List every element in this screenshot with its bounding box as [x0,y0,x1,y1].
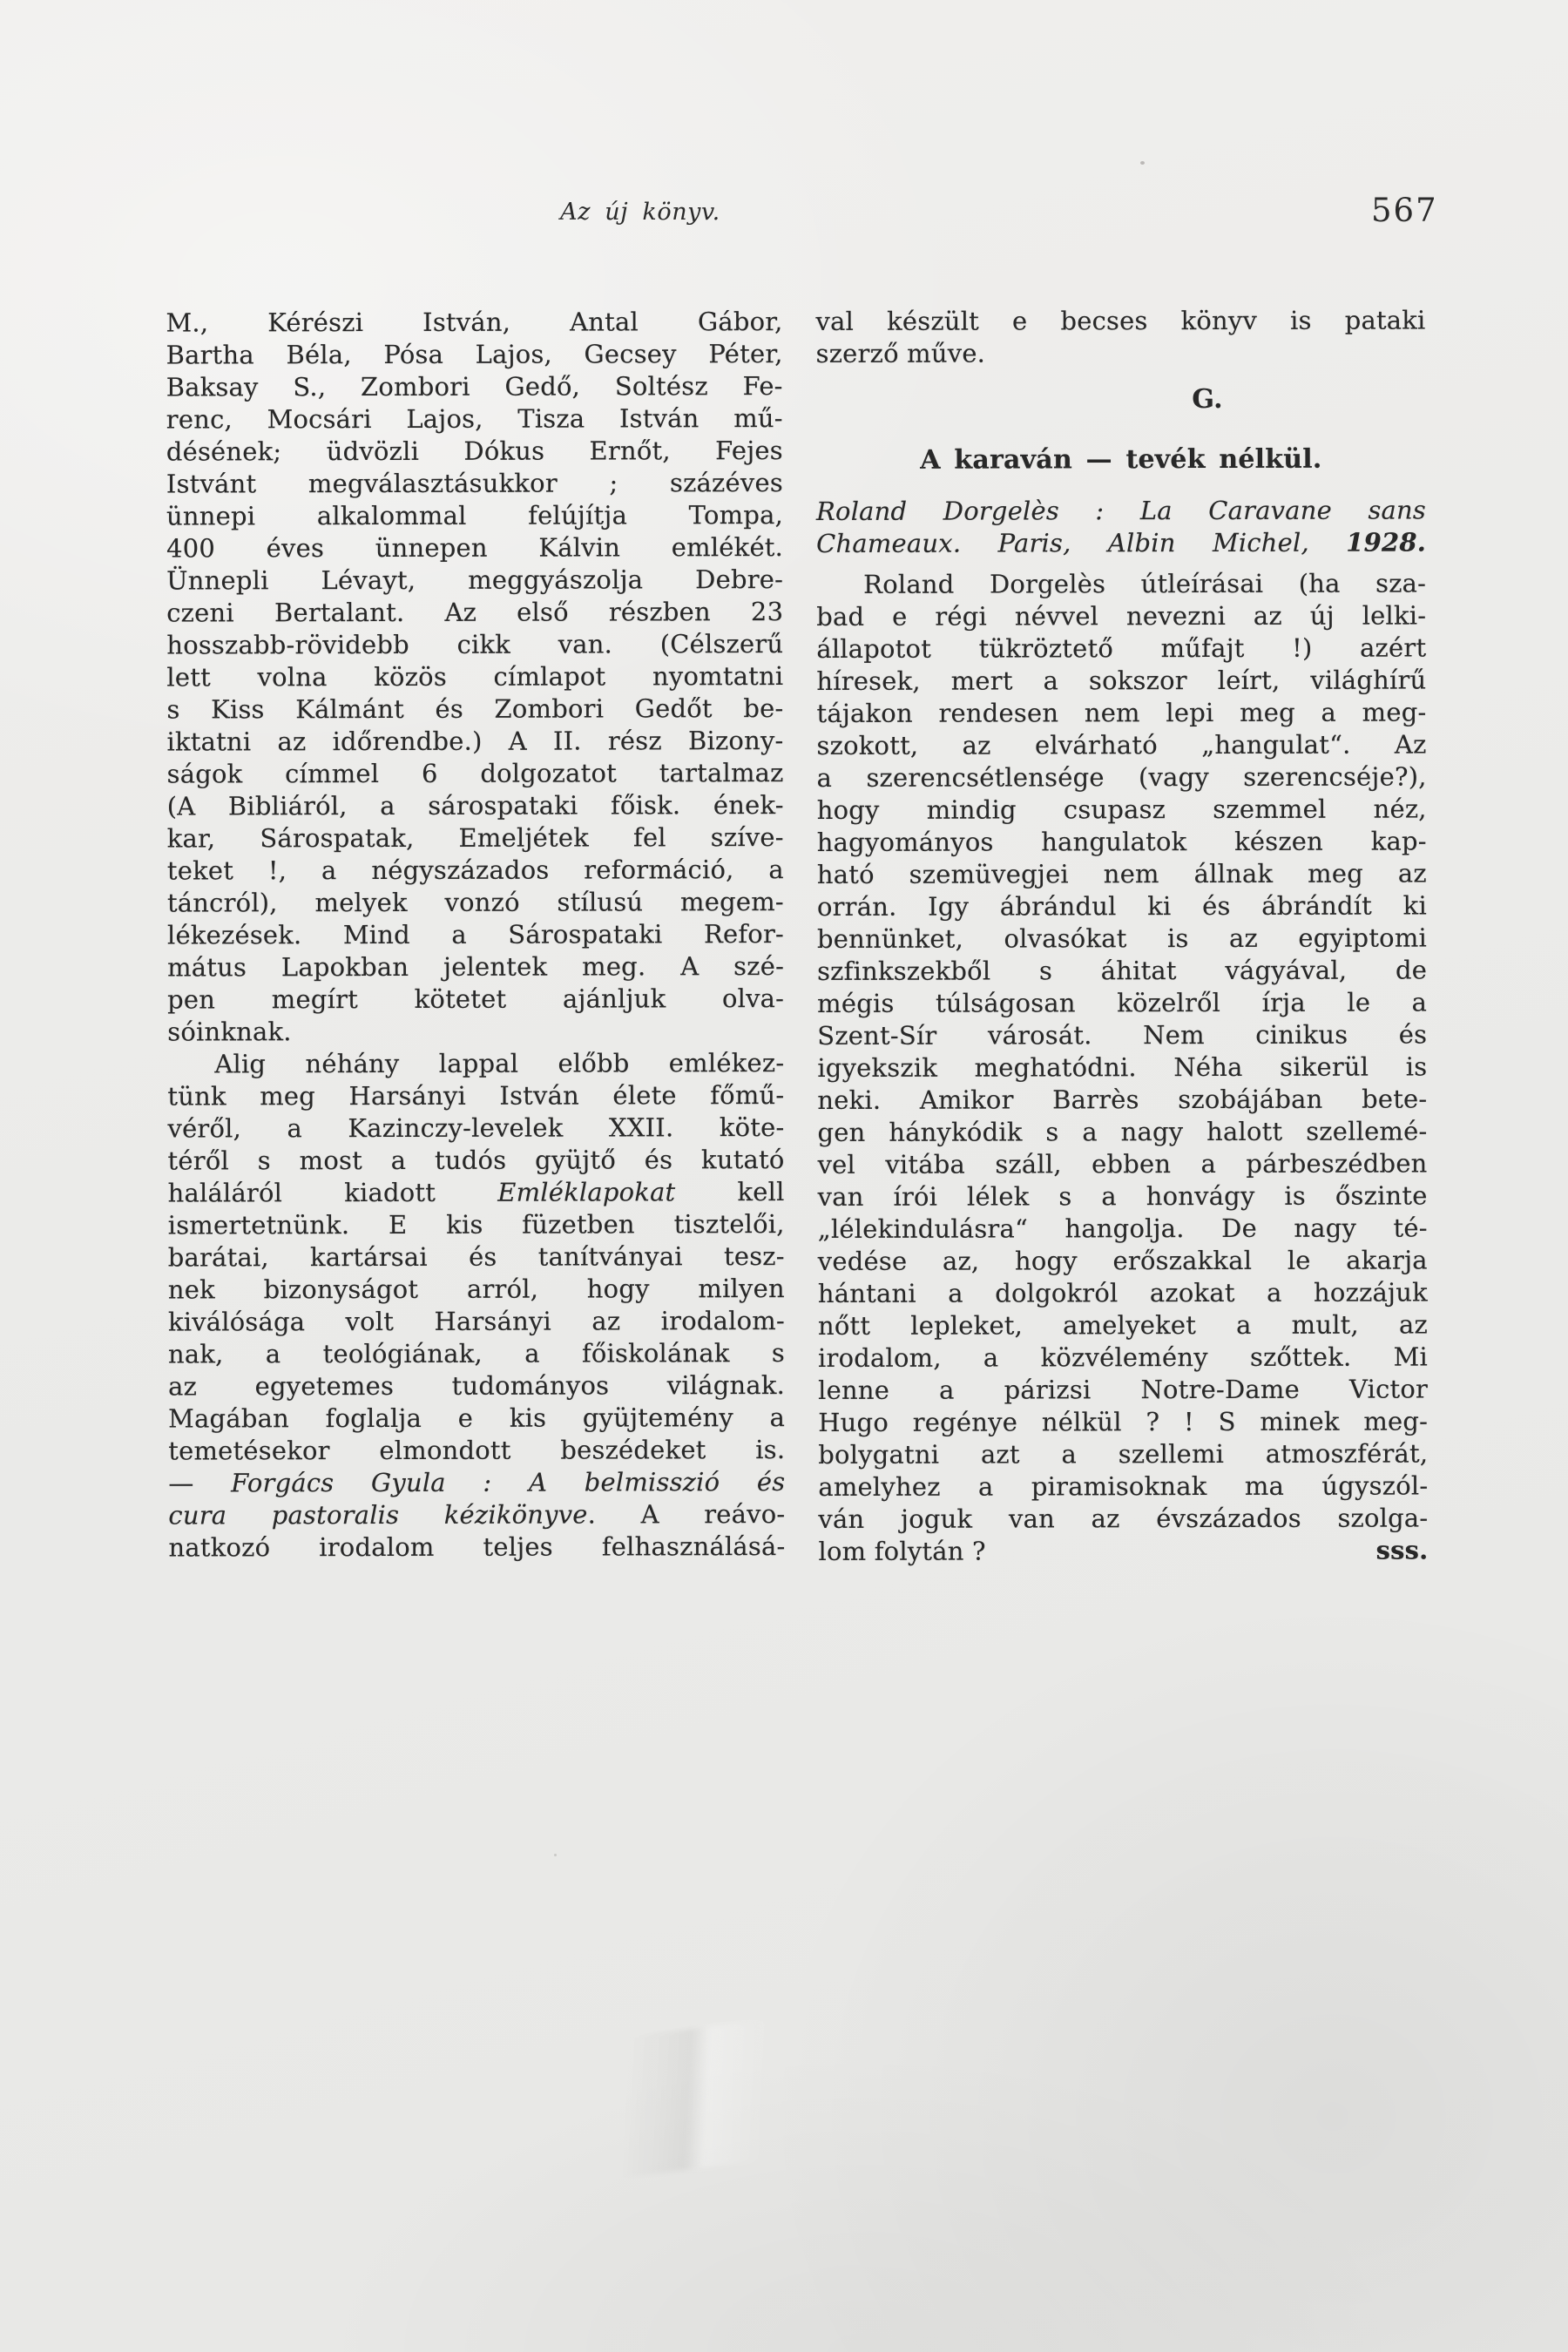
text-line: táncról), melyek vonzó stílusú megem- [166,887,784,918]
text-line: désének; üdvözli Dókus Ernőt, Fejes [166,436,783,467]
text-line: szfinkszekből s áhitat vágyával, de [817,955,1428,986]
text-line: — Forgács Gyula : A belmisszió és [168,1467,786,1498]
text-line: iktatni az időrendbe.) A II. rész Bizony- [166,726,784,757]
text-line: lett volna közös címlapot nyomtatni [166,661,784,693]
text-line: nak, a teológiának, a főiskolának s [167,1338,786,1369]
text-line: téről s most a tudós gyüjtő és kutató [167,1145,785,1176]
text-line: igyekszik meghatódni. Néha sikerül is [817,1051,1428,1083]
text-line: ságok címmel 6 dolgozatot tartalmaz [166,758,784,789]
text-line: a szerencsétlensége (vagy szerencséje?), [816,761,1427,793]
text-line: nek bizonyságot arról, hogy milyen [167,1274,785,1305]
text-line: val készült e becses könyv is pataki [815,305,1426,336]
running-header-title: Az új könyv. [560,199,720,226]
text-line: Alig néhány lappal előbb emlékez- [214,1048,785,1079]
text-line: Magában foglalja e kis gyüjtemény a [168,1402,786,1434]
text-line: ható szemüvegjei nem állnak meg az [816,858,1427,889]
text-line: bolygatni azt a szellemi atmoszférát, [818,1438,1429,1470]
text-line: irodalom, a közvélemény szőttek. Mi [817,1342,1429,1373]
text-columns [166,304,1428,1569]
author-initials: sss. [1375,1535,1429,1565]
left-column [166,306,785,1569]
text-line: van írói lélek s a honvágy is őszinte [817,1180,1428,1212]
text-line: tünk meg Harsányi István élete főmű- [167,1080,785,1112]
text-line: vel vitába száll, ebben a párbeszédben [817,1148,1428,1179]
text-line: lékezések. Mind a Sárospataki Refor- [166,919,785,950]
text-line: Szent-Sír városát. Nem cinikus és [817,1019,1428,1051]
text-line: mégis túlságosan közelről írja le a [817,987,1428,1018]
text-line: Roland Dorgelès útleírásai (ha sza- [863,568,1427,599]
text-line: natkozó irodalom teljes felhasználásá- [168,1531,786,1563]
ink-speck [554,1854,557,1856]
text-line: ünnepi alkalommal felújítja Tompa, [166,500,784,531]
text-line: gen hánykódik s a nagy halott szellemé- [817,1116,1428,1147]
text-line: véről, a Kazinczy-levelek XXII. köte- [167,1112,785,1144]
text-line: teket !, a négyszázados reformáció, a [166,855,784,886]
page-number: 567 [1371,192,1438,229]
text-line [818,1534,1428,1567]
text-line: renc, Mocsári Lajos, Tisza István mű- [166,403,783,435]
text-line: nőtt lepleket, amelyeket a mult, az [817,1309,1428,1341]
text-line: hántani a dolgokról azokat a hozzájuk [817,1277,1428,1308]
right-column [815,304,1428,1567]
text-line: amelyhez a piramisoknak ma úgyszól- [818,1470,1429,1502]
text-line: bad e régi névvel nevezni az új lelki- [816,600,1427,632]
text-line: czeni Bertalant. Az első részben 23 [166,597,784,628]
paper-crease [368,1992,1008,2207]
text-line: temetésekor elmondott beszédeket is. [168,1435,786,1466]
text-line: Hugo regénye nélkül ? ! S minek meg- [818,1406,1429,1437]
text-line: Chameaux. Paris, Albin Michel, 1928. [816,527,1427,558]
text-line: A karaván — tevék nélkül. [920,443,1322,476]
text-line: hogy mindig csupasz szemmel néz, [816,794,1427,825]
text-line: tájakon rendesen nem lepi meg a meg- [816,697,1427,728]
text-line: Bartha Béla, Pósa Lajos, Gecsey Péter, [166,339,783,370]
text-line: haláláról kiadott Emléklapokat kell [167,1177,785,1208]
line-text: lom folytán ? [818,1536,986,1566]
text-line: pen megírt kötetet ajánljuk olva- [167,983,785,1015]
text-line: „lélekindulásra“ hangolja. De nagy té- [817,1213,1428,1244]
text-line: orrán. Igy ábrándul ki és ábrándít ki [816,890,1427,922]
ink-speck [1140,161,1145,165]
text-line: G. [1192,383,1223,416]
text-line: cura pastoralis kézikönyve. A reávo- [168,1499,786,1531]
text-line: s Kiss Kálmánt és Zombori Gedőt be- [166,693,784,725]
text-line: bennünket, olvasókat is az egyiptomi [816,923,1428,954]
text-line: Baksay S., Zombori Gedő, Soltész Fe- [166,371,783,402]
text-line: hosszabb-rövidebb cikk van. (Célszerű [166,629,784,660]
text-line: sóinknak. [167,1017,292,1047]
text-line: kar, Sárospatak, Emeljétek fel szíve- [166,822,784,854]
text-line: az egyetemes tudományos világnak. [168,1370,786,1402]
text-line: híresek, mert a sokszor leírt, világhírű [816,665,1427,696]
text-line: M., Kérészi István, Antal Gábor, [166,307,783,338]
text-line: 400 éves ünnepen Kálvin emlékét. [166,532,784,564]
text-line: barátai, kartársai és tanítványai tesz- [167,1241,785,1273]
text-line: lenne a párizsi Notre-Dame Victor [818,1374,1429,1405]
text-line: (A Bibliáról, a sárospataki főisk. ének- [166,790,784,821]
text-line: szokott, az elvárható „hangulat“. Az [816,729,1427,760]
text-line: ismertetnünk. E kis füzetben tisztelői, [167,1209,785,1240]
text-line: neki. Amikor Barrès szobájában bete- [817,1084,1428,1115]
text-line: kiválósága volt Harsányi az irodalom- [167,1306,785,1337]
text-line: mátus Lapokban jelentek meg. A szé- [167,951,785,983]
text-line: Istvánt megválasztásukkor ; százéves [166,468,783,499]
text-line: Roland Dorgelès : La Caravane sans [815,495,1427,526]
text-line: állapotot tükröztető műfajt !) azért [816,632,1427,664]
text-line: vedése az, hogy erőszakkal le akarja [817,1245,1428,1276]
text-line: Ünnepli Lévayt, meggyászolja Debre- [166,564,784,596]
text-line: hagyományos hangulatok készen kap- [816,826,1427,857]
text-line: szerző műve. [815,338,986,368]
text-line: ván joguk van az évszázados szolga- [818,1503,1429,1534]
